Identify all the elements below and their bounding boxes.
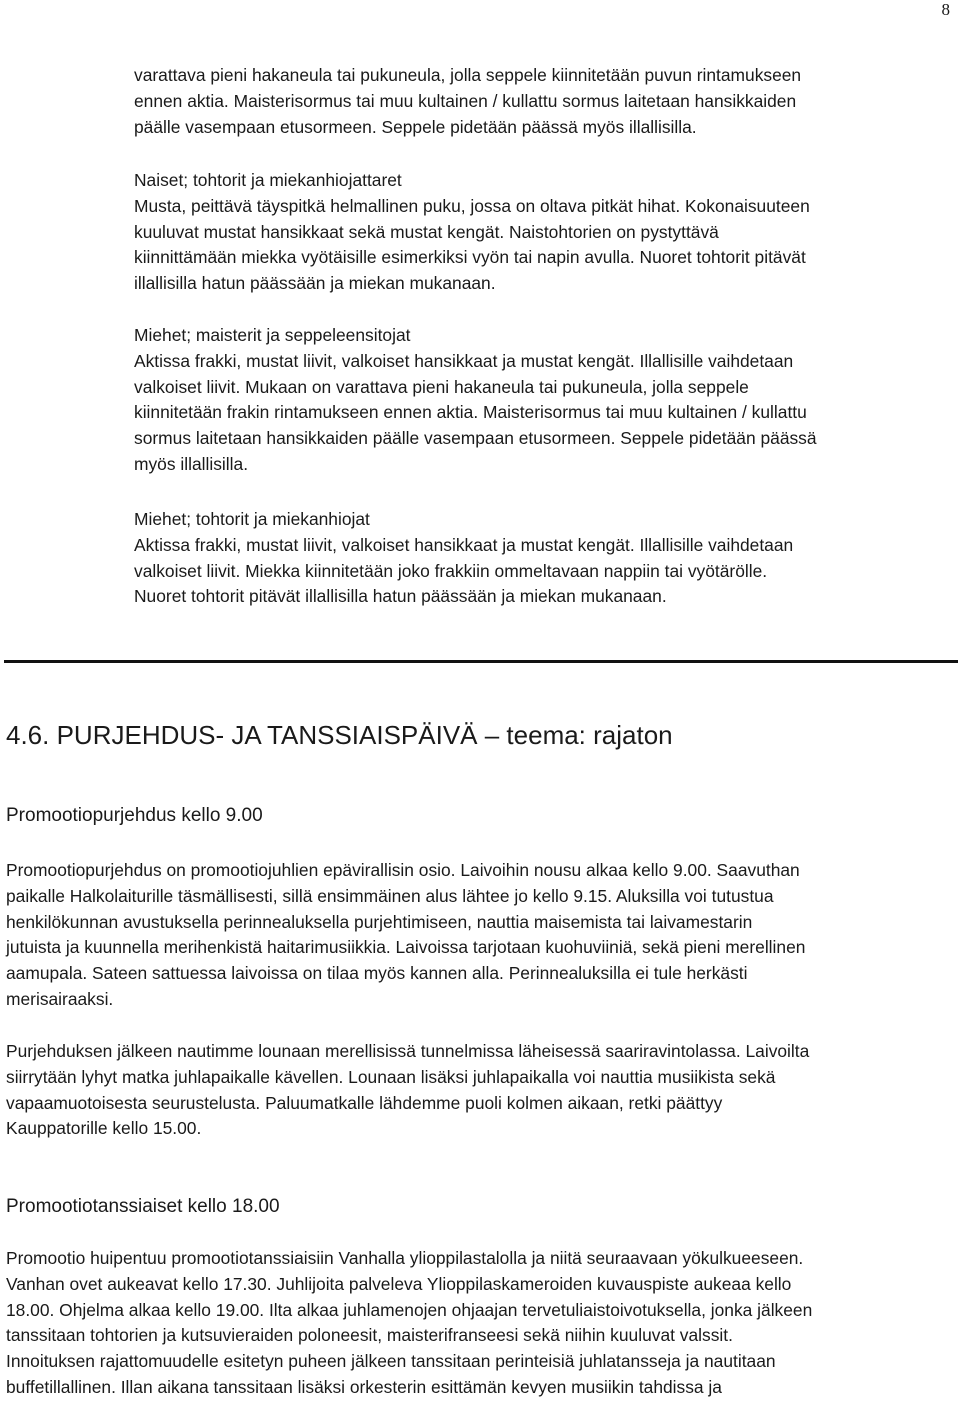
sail-paragraph-1 xyxy=(6,858,956,1013)
paragraph xyxy=(6,858,956,1013)
paragraph xyxy=(134,63,934,140)
text-line: valkoiset liivit. Miekka kiinnitetään joko frakkiin ommeltavaan nappiin tai vyötärölle. xyxy=(134,560,768,581)
text-line: buffetillallinen. Illan aikana tanssitaan lisäksi orkesterin esittämän kevyen musiikin tahdissa ja xyxy=(6,1376,722,1397)
text-line: sormus laitetaan hansikkaiden päälle vasempaan etusormeen. Seppele pidetään päässä xyxy=(134,428,817,449)
text-line: Musta, peittävä täyspitkä helmallinen puku, jossa on oltava pitkät hihat. Kokonaisuuteen xyxy=(134,195,810,216)
text-line: Purjehduksen jälkeen nautimme lounaan merellisissä tunnelmissa läheisessä saariravintolassa. Laivoilta xyxy=(6,1041,810,1061)
costume-continuation xyxy=(134,63,934,140)
costume-section-men-masters xyxy=(134,323,934,478)
text-line: kiinnittämään miekka vyötäisille esimerkiksi vyön tai napin avulla. Nuoret tohtorit pitävät xyxy=(134,247,806,268)
paragraph xyxy=(134,168,934,297)
costume-heading: Naiset; tohtorit ja miekanhiojattaret xyxy=(134,170,402,190)
paragraph xyxy=(134,507,934,610)
text-line: Promootiopurjehdus on promootiojuhlien epävirallisin osio. Laivoihin nousu alkaa kello 9.00. Saavuthan xyxy=(6,860,800,880)
sail-paragraph-2 xyxy=(6,1039,956,1142)
text-line: Vanhan ovet aukeavat kello 17.30. Juhlijoita palveleva Ylioppilaskameroiden kuvauspiste aukeaa kello xyxy=(6,1273,792,1294)
text-line: myös illallisilla. xyxy=(134,453,249,474)
text-line: vapaamuotoisesta seurustelusta. Paluumatkalle lähdemme puoli kolmen aikaan, retki päättyy xyxy=(6,1092,723,1113)
text-line: ennen aktia. Maisterisormus tai muu kultainen / kullattu sormus laitetaan hansikkaiden xyxy=(134,90,797,111)
costume-section-women-doctors xyxy=(134,168,934,297)
text-line: tanssitaan tohtorien ja kutsuvieraiden poloneesit, maisterifranseesi sekä niihin kuuluvat valssit. xyxy=(6,1325,733,1346)
costume-section-men-doctors xyxy=(134,507,934,610)
costume-heading: Miehet; tohtorit ja miekanhiojat xyxy=(134,509,370,529)
text-line: Nuoret tohtorit pitävät illallisilla hatun päässään ja miekan mukanaan. xyxy=(134,586,667,607)
text-line: Promootio huipentuu promootiotanssiaisiin Vanhalla ylioppilastalolla ja niitä seuraavaan yökulkueeseen. xyxy=(6,1248,804,1268)
text-line: Aktissa frakki, mustat liivit, valkoiset hansikkaat ja mustat kengät. Illallisille vaihdetaan xyxy=(134,534,794,555)
text-line: valkoiset liivit. Mukaan on varattava pieni hakaneula tai pukuneula, jolla seppele xyxy=(134,376,749,397)
ball-paragraph-1 xyxy=(6,1246,956,1401)
text-line: Kauppatorille kello 15.00. xyxy=(6,1118,202,1139)
text-line: paikalle Halkolaiturille täsmällisesti, sillä ensimmäinen alus lähtee jo kello 9.15. Aluksilla voi tutustua xyxy=(6,885,774,906)
section-title: 4.6. PURJEHDUS- JA TANSSIAISPÄIVÄ – teema: rajaton xyxy=(6,720,673,750)
text-line: 18.00. Ohjelma alkaa kello 19.00. Ilta alkaa juhlamenojen ohjaajan tervetuliaistoivotuksella, jonka jälkeen xyxy=(6,1299,813,1320)
costume-heading: Miehet; maisterit ja seppeleensitojat xyxy=(134,325,411,345)
text-line: illallisilla hatun päässään ja miekan mukanaan. xyxy=(134,273,496,294)
ball-heading: Promootiotanssiaiset kello 18.00 xyxy=(6,1196,280,1217)
text-line: jutuista ja kuunnella merihenkistä haitarimusiikkia. Laivoissa tarjotaan kuohuviiniä, sekä pieni merellinen xyxy=(6,937,806,958)
text-line: Aktissa frakki, mustat liivit, valkoiset hansikkaat ja mustat kengät. Illallisille vaihdetaan xyxy=(134,350,794,371)
paragraph xyxy=(134,323,934,478)
text-line: aamupala. Sateen sattuessa laivoissa on tilaa myös kannen alla. Perinnealuksilla ei tule herkästi xyxy=(6,963,748,984)
text-line: päälle vasempaan etusormeen. Seppele pidetään päässä myös illallisilla. xyxy=(134,116,697,137)
text-line: Innoituksen rajattomuudelle esitetyn puheen jälkeen tanssitaan perinteisiä juhlatansseja ja nautitaan xyxy=(6,1351,776,1372)
text-line: kuuluvat mustat hansikkaat sekä mustat kengät. Naistohtorien on pystyttävä xyxy=(134,221,719,242)
text-line: henkilökunnan avustuksella perinnealuksella purjehtimiseen, nauttia maisemista tai laivamestarin xyxy=(6,911,753,932)
paragraph xyxy=(6,1246,956,1401)
section-divider xyxy=(4,660,958,663)
sail-heading: Promootiopurjehdus kello 9.00 xyxy=(6,805,263,826)
text-line: merisairaaksi. xyxy=(6,988,114,1009)
text-line: varattava pieni hakaneula tai pukuneula, jolla seppele kiinnitetään puvun rintamukseen xyxy=(134,65,802,85)
text-line: siirrytään lyhyt matka juhlapaikalle kävellen. Lounaan lisäksi juhlapaikalla voi nauttia musiikista sekä xyxy=(6,1066,776,1087)
text-line: kiinnitetään frakin rintamukseen ennen aktia. Maisterisormus tai muu kultainen / kullattu xyxy=(134,402,807,423)
paragraph xyxy=(6,1039,956,1142)
page-number: 8 xyxy=(941,0,950,19)
